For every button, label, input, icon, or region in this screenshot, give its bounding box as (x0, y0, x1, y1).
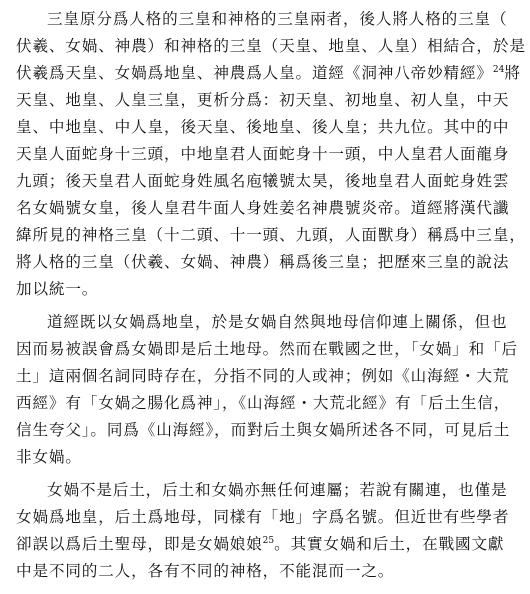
line-text: 西經》有「女媧之腸化爲神」，《山海經・大荒北經》有「后土生信， (16, 394, 511, 412)
line-text: 皇、中地皇、中人皇，後天皇、後地皇、後人皇；共九位。其中的中 (16, 118, 510, 136)
footnote-ref-25[interactable]: 25 (262, 535, 275, 546)
text-line (16, 477, 516, 504)
text-line (16, 114, 516, 141)
line-text: 三皇原分爲人格的三皇和神格的三皇兩者，後人將人格的三皇（ (47, 10, 508, 28)
text-line (16, 87, 516, 114)
line-text: 道經既以女媧爲地皇，於是女媧自然與地母信仰連上關係，但也 (47, 313, 508, 331)
line-text: 中是不同的二人，各有不同的神格，不能混而一之。 (16, 562, 395, 580)
line-text: 因而易被誤會爲女媧即是后土地母。然而在戰國之世，「女媧」和「后 (16, 340, 518, 358)
line-text: 非女媧。 (16, 448, 82, 466)
line-text: 。其實女媧和后土，在戰國文獻 (274, 535, 505, 553)
paragraph-3 (16, 477, 516, 585)
text-line (16, 363, 516, 390)
line-text: 女媧不是后土，后土和女媧亦無任何連屬；若說有關連，也僅是 (47, 481, 508, 499)
line-text: 伏羲爲天皇、女媧爲地皇、神農爲人皇。道經《洞神八帝妙精經》 (16, 64, 493, 82)
text-line (16, 195, 516, 222)
text-line (16, 336, 516, 363)
text-line (16, 276, 516, 303)
text-line (16, 222, 526, 249)
text-line (16, 6, 516, 33)
line-text: 加以統一。 (16, 280, 99, 298)
line-text: 名女媧號女皇，後人皇君牛面人身姓姜名神農號炎帝。道經將漢代讖 (16, 199, 510, 217)
line-text: 卻誤以爲后土聖母，即是女媧娘娘 (16, 535, 263, 553)
text-line (16, 249, 516, 276)
line-text: 九頭；後天皇君人面蛇身姓風名庖犧號太昊，後地皇君人面蛇身姓雲 (16, 172, 510, 190)
paragraph-1 (16, 6, 526, 303)
text-line (16, 168, 516, 195)
footnote-ref-24[interactable]: 24 (492, 64, 505, 75)
text-line (16, 60, 521, 87)
text-line (16, 33, 526, 60)
text-line (16, 417, 516, 444)
text-line (16, 141, 516, 168)
text-line (16, 504, 516, 531)
line-text: 將 (504, 64, 521, 82)
line-text: 土」這兩個名詞同時存在，分指不同的人或神；例如《山海經・大荒 (16, 367, 510, 385)
paragraph-2 (16, 309, 516, 471)
line-text: 將人格的三皇（伏羲、女媧、神農）稱爲後三皇；把歷來三皇的說法 (16, 253, 510, 271)
text-line (16, 390, 516, 417)
line-text: 伏羲、女媧、神農）和神格的三皇（天皇、地皇、人皇）相結合，於是 (16, 37, 526, 55)
line-text: 天皇、地皇、人皇三皇，更析分爲：初天皇、初地皇、初人皇，中天 (16, 91, 510, 109)
line-text: 緯所見的神格三皇（十二頭、十一頭、九頭，人面獸身）稱爲中三皇， (16, 226, 526, 244)
text-line (16, 444, 516, 471)
line-text: 女媧爲地皇，后土爲地母，同樣有「地」字爲名號。但近世有些學者 (16, 508, 510, 526)
text-line (16, 309, 516, 336)
line-text: 信生夸父」。同爲《山海經》，而對后土與女媧所述各不同，可見后土 (16, 421, 511, 439)
line-text: 天皇人面蛇身十三頭，中地皇君人面蛇身十一頭，中人皇君人面龍身 (16, 145, 510, 163)
text-line (16, 558, 516, 585)
text-line (16, 531, 516, 558)
